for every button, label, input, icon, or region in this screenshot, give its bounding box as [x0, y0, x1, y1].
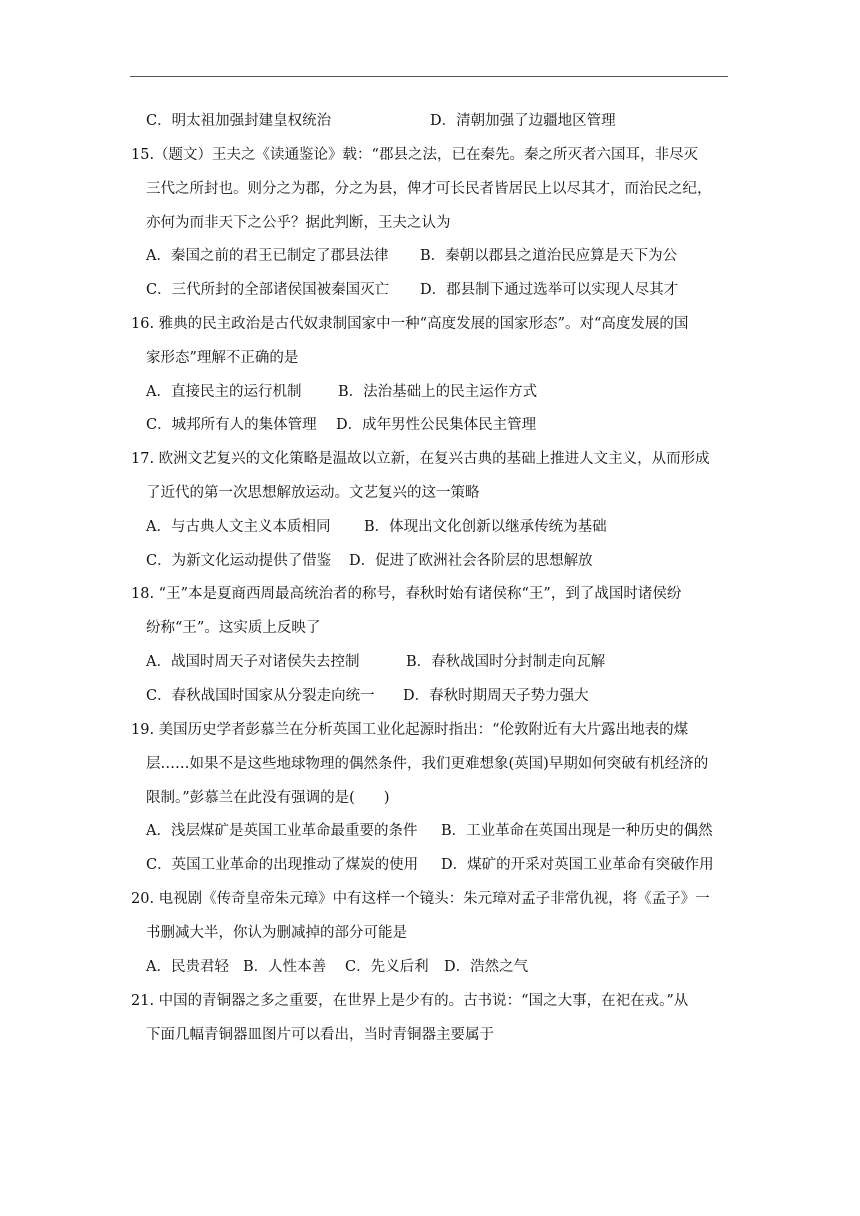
q19-option-a: A．浅层煤矿是英国工业革命最重要的条件 — [146, 823, 418, 839]
q15-option-d: D．郡县制下通过选举可以实现人尽其才 — [420, 282, 679, 298]
q21-stem-line-1: 21. 中国的青铜器之多之重要，在世界上是少有的。古书说：“国之大事，在祀在戎。”从 — [131, 993, 689, 1009]
q17-stem-line-1: 17. 欧洲文艺复兴的文化策略是温故以立新，在复兴古典的基础上推进人文主义，从而形成 — [131, 451, 710, 467]
q15-stem-line-2: 三代之所封也。则分之为郡，分之为县，俾才可长民者皆居民上以尽其才，而治民之纪， — [146, 181, 712, 197]
q20-option-d: D．浩然之气 — [444, 959, 529, 975]
q16-stem-line-1: 16. 雅典的民主政治是古代奴隶制国家中一种“高度发展的国家形态”。对“高度发展的国 — [131, 316, 689, 332]
q19-stem-line-2: 层……如果不是这些地球物理的偶然条件，我们更难想象(英国)早期如何突破有机经济的 — [146, 756, 709, 772]
q18-option-b: B．春秋战国时分封制走向瓦解 — [406, 654, 606, 670]
q16-stem-line-2: 家形态”理解不正确的是 — [146, 350, 299, 366]
q18-option-a: A．战国时周天子对诸侯失去控制 — [146, 654, 360, 670]
q17-option-b: B．体现出文化创新以继承传统为基础 — [364, 519, 607, 535]
q19-option-d: D．煤矿的开采对英国工业革命有突破作用 — [441, 857, 714, 873]
q18-stem-line-2: 纷称“王”。这实质上反映了 — [146, 620, 321, 636]
q20-stem-line-2: 书删减大半，你认为删减掉的部分可能是 — [146, 925, 407, 941]
q14-option-c: C．明太祖加强封建皇权统治 — [146, 113, 332, 129]
q17-option-c: C．为新文化运动提供了借鉴 — [146, 553, 332, 569]
q17-stem-line-2: 了近代的第一次思想解放运动。文艺复兴的这一策略 — [146, 485, 480, 501]
q15-option-c: C．三代所封的全部诸侯国被秦国灭亡 — [146, 282, 390, 298]
q16-option-a: A．直接民主的运行机制 — [146, 384, 302, 400]
q15-stem-line-1: 15.（题文）王夫之《读通鉴论》载：“郡县之法，已在秦先。秦之所灭者六国耳，非尽灭 — [131, 147, 698, 163]
q16-option-d: D．成年男性公民集体民主管理 — [336, 417, 537, 433]
q16-option-c: C．城邦所有人的集体管理 — [146, 417, 317, 433]
q18-option-d: D．春秋时期周天子势力强大 — [403, 688, 589, 704]
q15-option-b: B．秦朝以郡县之道治民应算是天下为公 — [420, 248, 678, 264]
q20-stem-line-1: 20. 电视剧《传奇皇帝朱元璋》中有这样一个镜头：朱元璋对孟子非常仇视，将《孟子》一 — [131, 891, 710, 907]
q21-stem-line-2: 下面几幅青铜器皿图片可以看出，当时青铜器主要属于 — [146, 1027, 494, 1043]
q19-option-b: B．工业革命在英国出现是一种历史的偶然 — [441, 823, 713, 839]
q19-stem-line-3: 限制。”彭慕兰在此没有强调的是( ) — [146, 790, 390, 806]
q14-option-d: D．清朝加强了边疆地区管理 — [430, 113, 616, 129]
q20-option-b: B．人性本善 — [243, 959, 327, 975]
q18-option-c: C．春秋战国时国家从分裂走向统一 — [146, 688, 375, 704]
q17-option-d: D．促进了欧洲社会各阶层的思想解放 — [349, 553, 593, 569]
q19-stem-line-1: 19. 美国历史学者彭慕兰在分析英国工业化起源时指出：“伦敦附近有大片露出地表的煤 — [131, 722, 689, 738]
q19-option-c: C．英国工业革命的出现推动了煤炭的使用 — [146, 857, 419, 873]
q15-stem-line-3: 亦何为而非天下之公乎？据此判断，王夫之认为 — [146, 215, 451, 231]
q20-option-c: C．先义后利 — [345, 959, 429, 975]
q15-option-a: A．秦国之前的君王已制定了郡县法律 — [146, 248, 389, 264]
q16-option-b: B．法治基础上的民主运作方式 — [338, 384, 538, 400]
q20-option-a: A．民贵君轻 — [146, 959, 229, 975]
q17-option-a: A．与古典人文主义本质相同 — [146, 519, 331, 535]
q18-stem-line-1: 18. “王”本是夏商西周最高统治者的称号，春秋时始有诸侯称“王”，到了战国时诸侯纷 — [131, 586, 682, 602]
header-rule — [130, 76, 728, 77]
